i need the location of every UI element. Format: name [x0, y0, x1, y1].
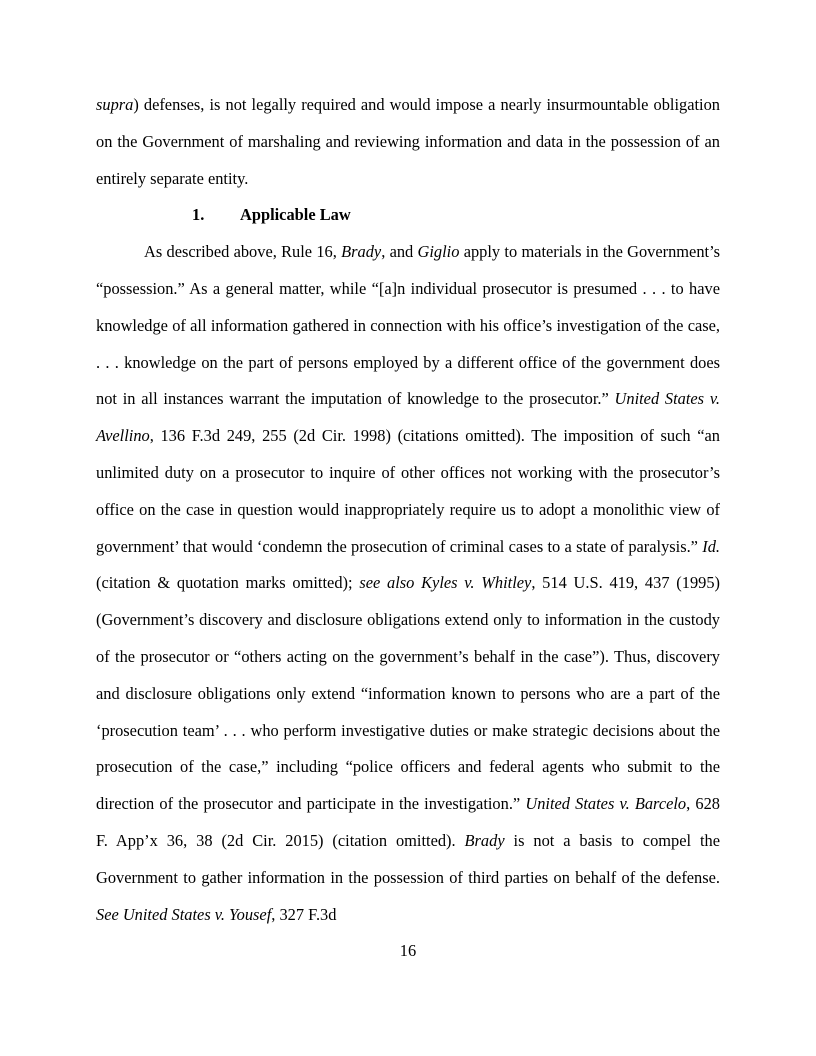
text-run: , and	[381, 242, 418, 262]
page-number: 16	[399, 941, 417, 960]
text-run: ) defenses, is not legally required and would impose a nearly insurmountable obligation on the Government of marshaling and reviewing information and data in the possession of an entirely separate entity.	[96, 95, 720, 188]
text-run: is not a basis to compel the Government to gather information in the possession of third parties on behalf of the defense.	[96, 830, 720, 887]
paragraph	[96, 234, 720, 933]
italic-text-run: Giglio	[417, 242, 460, 262]
paragraph	[96, 87, 720, 197]
section-heading	[96, 197, 720, 234]
italic-text-run: supra	[96, 95, 134, 114]
text-run: apply to materials in the Government’s “possession.” As a general matter, while “[a]n individual prosecutor is presumed . . . to have knowledge of all information gathered in connection with his office’s investigation of the case, . . . knowledge on the part of persons employed by a different office of the government does not in all instances warrant the imputation of knowledge to the prosecutor.”	[96, 242, 720, 409]
italic-text-run: Id.	[702, 536, 720, 556]
text-run: As described above, Rule 16,	[144, 242, 342, 262]
text-run: , 327 F.3d	[271, 904, 337, 924]
italic-text-run: See United States v. Yousef	[96, 904, 272, 924]
text-run: (citation & quotation marks omitted);	[96, 573, 360, 593]
text-run: , 628 F. App’x 36, 38 (2d Cir. 2015) (citation omitted).	[96, 794, 720, 850]
text-run: , 514 U.S. 419, 437 (1995) (Government’s discovery and disclosure obligations extend only to information in the custody of the prosecutor or “others acting on the government’s behalf in the case”). Thus, discovery and disclosure obligations only extend “information known to persons who are a part of the ‘prosecution team’ . . . who perform investigative duties or make strategic decisions about the prosecution of the case,” including “police officers and federal agents who submit to the direction of the prosecutor and participate in the investigation.”	[96, 573, 720, 814]
italic-text-run: Brady	[341, 242, 382, 262]
document-content	[96, 87, 720, 933]
italic-text-run: see also Kyles v. Whitley	[359, 573, 532, 593]
italic-text-run: United States v. Avellino	[96, 389, 720, 446]
italic-text-run: United States v. Barcelo	[525, 794, 687, 814]
heading-number: 1.	[192, 205, 205, 225]
heading-title: Applicable Law	[240, 205, 351, 225]
text-run: , 136 F.3d 249, 255 (2d Cir. 1998) (citations omitted). The imposition of such “an unlimited duty on a prosecutor to inquire of other offices not working with the prosecutor’s office on the case in question would inappropriately require us to adopt a monolithic view of government’ that would ‘condemn the prosecution of criminal cases to a state of paralysis.”	[96, 426, 720, 556]
italic-text-run: Brady	[464, 830, 505, 850]
